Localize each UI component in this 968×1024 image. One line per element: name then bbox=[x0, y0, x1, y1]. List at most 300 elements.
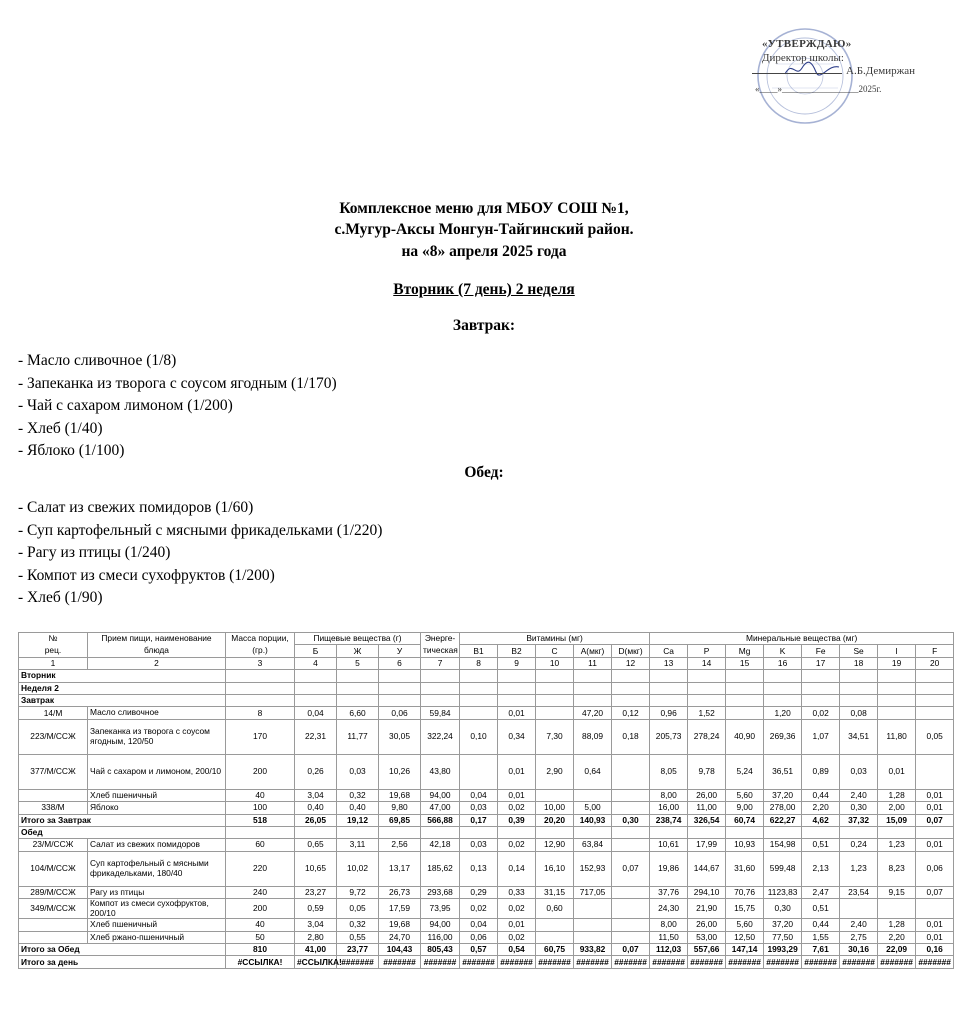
table-cell: 6,60 bbox=[337, 707, 379, 719]
total-value: 0,07 bbox=[612, 944, 650, 956]
table-cell: 0,03 bbox=[840, 754, 878, 789]
table-cell bbox=[536, 919, 574, 931]
table-cell: 0,44 bbox=[802, 789, 840, 801]
table-cell: 9,80 bbox=[379, 802, 421, 814]
total-value: 0,54 bbox=[498, 944, 536, 956]
table-cell: 717,05 bbox=[574, 886, 612, 898]
header-grams: (гр.) bbox=[226, 645, 295, 657]
table-cell: 294,10 bbox=[688, 886, 726, 898]
table-cell: 5,24 bbox=[726, 754, 764, 789]
table-cell: 0,40 bbox=[337, 802, 379, 814]
column-number: 4 bbox=[295, 657, 337, 669]
table-cell bbox=[498, 682, 536, 694]
table-cell: 1,07 bbox=[802, 719, 840, 754]
table-cell bbox=[421, 670, 460, 682]
table-cell: 0,13 bbox=[460, 851, 498, 886]
table-cell: 0,06 bbox=[460, 931, 498, 943]
header-fe: Fe bbox=[802, 645, 840, 657]
table-cell: 0,01 bbox=[916, 839, 954, 851]
header-f: F bbox=[916, 645, 954, 657]
table-cell: 70,76 bbox=[726, 886, 764, 898]
table-cell: 0,07 bbox=[916, 886, 954, 898]
table-cell: 30,05 bbox=[379, 719, 421, 754]
table-cell bbox=[421, 826, 460, 838]
table-cell: 21,90 bbox=[688, 899, 726, 919]
table-cell: 0,05 bbox=[337, 899, 379, 919]
table-cell: 23,54 bbox=[840, 886, 878, 898]
table-cell bbox=[536, 931, 574, 943]
menu-title-date: на «8» апреля 2025 года bbox=[401, 243, 567, 260]
total-value: ####### bbox=[460, 956, 498, 968]
table-cell: 0,02 bbox=[498, 899, 536, 919]
table-cell: 0,18 bbox=[612, 719, 650, 754]
table-cell: 2,80 bbox=[295, 931, 337, 943]
table-cell: 0,59 bbox=[295, 899, 337, 919]
table-cell bbox=[574, 670, 612, 682]
table-cell: 43,80 bbox=[421, 754, 460, 789]
total-value: 20,20 bbox=[536, 814, 574, 826]
table-cell: 170 bbox=[226, 719, 295, 754]
column-number: 2 bbox=[88, 657, 226, 669]
table-cell bbox=[574, 694, 612, 706]
table-cell: 59,84 bbox=[421, 707, 460, 719]
table-row bbox=[19, 899, 954, 919]
table-cell: 9,00 bbox=[726, 802, 764, 814]
table-cell: 0,30 bbox=[764, 899, 802, 919]
total-value: 37,32 bbox=[840, 814, 878, 826]
total-value: 1993,29 bbox=[764, 944, 802, 956]
table-cell: 8 bbox=[226, 707, 295, 719]
table-cell bbox=[421, 694, 460, 706]
column-number: 9 bbox=[498, 657, 536, 669]
table-cell bbox=[840, 694, 878, 706]
total-value: 26,05 bbox=[295, 814, 337, 826]
table-cell bbox=[802, 670, 840, 682]
column-number: 14 bbox=[688, 657, 726, 669]
total-value: 140,93 bbox=[574, 814, 612, 826]
column-number: 19 bbox=[878, 657, 916, 669]
total-value: ####### bbox=[764, 956, 802, 968]
total-value: ####### bbox=[421, 956, 460, 968]
table-cell: 1,23 bbox=[840, 851, 878, 886]
table-cell bbox=[878, 682, 916, 694]
table-cell: 12,50 bbox=[726, 931, 764, 943]
total-value: 933,82 bbox=[574, 944, 612, 956]
column-number: 15 bbox=[726, 657, 764, 669]
column-number: 3 bbox=[226, 657, 295, 669]
table-cell: 0,07 bbox=[612, 851, 650, 886]
table-cell bbox=[878, 694, 916, 706]
table-cell: 2,47 bbox=[802, 886, 840, 898]
table-cell: 16,10 bbox=[536, 851, 574, 886]
table-cell bbox=[536, 694, 574, 706]
table-cell: 2,56 bbox=[379, 839, 421, 851]
table-cell: 94,00 bbox=[421, 919, 460, 931]
table-cell: 0,01 bbox=[498, 707, 536, 719]
table-cell bbox=[295, 682, 337, 694]
column-number: 7 bbox=[421, 657, 460, 669]
table-cell: 2,40 bbox=[840, 789, 878, 801]
section-label: Неделя 2 bbox=[19, 682, 226, 694]
table-cell: 349/М/ССЖ bbox=[19, 899, 88, 919]
weekday-heading: Вторник (7 день) 2 неделя bbox=[393, 281, 575, 298]
table-cell: 0,01 bbox=[916, 919, 954, 931]
header-carbs: У bbox=[379, 645, 421, 657]
table-cell bbox=[421, 682, 460, 694]
table-cell: 7,30 bbox=[536, 719, 574, 754]
table-cell: 14/М bbox=[19, 707, 88, 719]
table-cell bbox=[337, 694, 379, 706]
lunch-list bbox=[18, 497, 382, 610]
table-cell: 88,09 bbox=[574, 719, 612, 754]
table-cell bbox=[574, 789, 612, 801]
approval-role: Директор школы: bbox=[762, 52, 844, 64]
table-cell: 23,27 bbox=[295, 886, 337, 898]
table-cell: 23/М/ССЖ bbox=[19, 839, 88, 851]
table-cell: 154,98 bbox=[764, 839, 802, 851]
header-b1: В1 bbox=[460, 645, 498, 657]
table-cell: 0,01 bbox=[498, 754, 536, 789]
table-cell bbox=[840, 826, 878, 838]
table-cell: 0,03 bbox=[460, 802, 498, 814]
column-number: 17 bbox=[802, 657, 840, 669]
column-number-row bbox=[19, 657, 954, 669]
total-label: Итого за Обед bbox=[19, 944, 226, 956]
total-label: Итого за Завтрак bbox=[19, 814, 226, 826]
table-cell: 9,15 bbox=[878, 886, 916, 898]
table-cell bbox=[840, 670, 878, 682]
table-cell: 0,02 bbox=[498, 802, 536, 814]
total-value: 22,09 bbox=[878, 944, 916, 956]
table-cell bbox=[226, 826, 295, 838]
header-a: А(мкг) bbox=[574, 645, 612, 657]
table-cell bbox=[878, 899, 916, 919]
table-cell: 0,64 bbox=[574, 754, 612, 789]
table-cell bbox=[612, 886, 650, 898]
table-cell: 0,51 bbox=[802, 899, 840, 919]
table-cell: 0,04 bbox=[460, 789, 498, 801]
table-cell bbox=[726, 670, 764, 682]
column-number: 10 bbox=[536, 657, 574, 669]
total-value: #ССЫЛКА! bbox=[226, 956, 295, 968]
table-cell: 0,14 bbox=[498, 851, 536, 886]
table-cell bbox=[574, 899, 612, 919]
table-cell: 5,60 bbox=[726, 789, 764, 801]
table-cell bbox=[612, 789, 650, 801]
table-header-row bbox=[19, 645, 954, 657]
header-mass: Масса порции, bbox=[226, 633, 295, 645]
column-number: 12 bbox=[612, 657, 650, 669]
table-cell bbox=[650, 682, 688, 694]
list-item: - Хлеб (1/90) bbox=[18, 589, 103, 606]
total-value: 60,75 bbox=[536, 944, 574, 956]
table-cell bbox=[536, 707, 574, 719]
total-value: 19,12 bbox=[337, 814, 379, 826]
table-cell bbox=[536, 826, 574, 838]
section-week-row bbox=[19, 682, 954, 694]
header-rec: рец. bbox=[19, 645, 88, 657]
breakfast-heading: Завтрак: bbox=[452, 317, 516, 334]
list-item: - Салат из свежих помидоров (1/60) bbox=[18, 499, 254, 516]
table-cell: 0,01 bbox=[916, 789, 954, 801]
table-cell bbox=[460, 682, 498, 694]
table-cell bbox=[226, 670, 295, 682]
table-cell: 2,00 bbox=[878, 802, 916, 814]
table-cell bbox=[726, 694, 764, 706]
table-cell: 2,13 bbox=[802, 851, 840, 886]
total-value: #ССЫЛКА! bbox=[295, 956, 337, 968]
header-energy2: тическая bbox=[421, 645, 460, 657]
table-cell bbox=[19, 919, 88, 931]
header-ca: Ca bbox=[650, 645, 688, 657]
table-cell bbox=[688, 670, 726, 682]
table-cell: 185,62 bbox=[421, 851, 460, 886]
table-cell: 2,40 bbox=[840, 919, 878, 931]
header-food-substances: Пищевые вещества (г) bbox=[295, 633, 421, 645]
table-cell: 0,01 bbox=[498, 789, 536, 801]
total-value: 4,62 bbox=[802, 814, 840, 826]
table-cell: 5,00 bbox=[574, 802, 612, 814]
table-cell bbox=[802, 826, 840, 838]
table-cell bbox=[498, 826, 536, 838]
total-value: 0,30 bbox=[612, 814, 650, 826]
table-cell: 9,72 bbox=[337, 886, 379, 898]
section-lunch-row bbox=[19, 826, 954, 838]
table-cell: 26,00 bbox=[688, 919, 726, 931]
table-cell: 10,61 bbox=[650, 839, 688, 851]
table-cell: 0,01 bbox=[916, 931, 954, 943]
total-value: 69,85 bbox=[379, 814, 421, 826]
table-cell bbox=[460, 707, 498, 719]
table-cell bbox=[612, 694, 650, 706]
table-cell: 1,28 bbox=[878, 789, 916, 801]
table-cell: 9,78 bbox=[688, 754, 726, 789]
dish-name-cell: Компот из смеси сухофруктов, 200/10 bbox=[88, 899, 226, 919]
table-cell bbox=[498, 694, 536, 706]
table-cell: 94,00 bbox=[421, 789, 460, 801]
total-value: ####### bbox=[498, 956, 536, 968]
table-cell: 599,48 bbox=[764, 851, 802, 886]
header-b2: В2 bbox=[498, 645, 536, 657]
column-number: 8 bbox=[460, 657, 498, 669]
table-cell bbox=[295, 670, 337, 682]
list-item: - Запеканка из творога с соусом ягодным (1/170) bbox=[18, 374, 337, 392]
table-cell: 0,34 bbox=[498, 719, 536, 754]
column-number: 20 bbox=[916, 657, 954, 669]
table-cell: 278,00 bbox=[764, 802, 802, 814]
table-cell: 8,23 bbox=[878, 851, 916, 886]
table-cell: 11,50 bbox=[650, 931, 688, 943]
menu-title-line2: с.Мугур-Аксы Монгун-Тайгинский район. bbox=[334, 221, 634, 238]
total-value: ####### bbox=[916, 956, 954, 968]
table-cell: 0,60 bbox=[536, 899, 574, 919]
table-cell: 0,04 bbox=[460, 919, 498, 931]
total-value: ####### bbox=[878, 956, 916, 968]
header-p: P bbox=[688, 645, 726, 657]
day-total-row bbox=[19, 956, 954, 968]
table-cell bbox=[916, 682, 954, 694]
dish-name-cell: Запеканка из творога с соусом ягодным, 120/50 bbox=[88, 719, 226, 754]
table-cell: 26,00 bbox=[688, 789, 726, 801]
table-cell: 338/М bbox=[19, 802, 88, 814]
table-cell: 50 bbox=[226, 931, 295, 943]
table-cell: 22,31 bbox=[295, 719, 337, 754]
table-cell bbox=[460, 754, 498, 789]
table-cell bbox=[650, 826, 688, 838]
dish-name-cell: Хлеб ржано-пшеничный bbox=[88, 931, 226, 943]
header-i: I bbox=[878, 645, 916, 657]
table-row bbox=[19, 851, 954, 886]
table-cell bbox=[840, 682, 878, 694]
table-cell: 1,20 bbox=[764, 707, 802, 719]
signature-line bbox=[752, 73, 842, 74]
total-value: 810 bbox=[226, 944, 295, 956]
nutrition-table bbox=[18, 632, 954, 969]
table-cell bbox=[650, 670, 688, 682]
total-value: 238,74 bbox=[650, 814, 688, 826]
table-cell: 0,89 bbox=[802, 754, 840, 789]
table-cell bbox=[612, 919, 650, 931]
table-cell: 37,76 bbox=[650, 886, 688, 898]
approval-date: «____»_________________2025г. bbox=[755, 84, 882, 94]
list-item: - Яблоко (1/100) bbox=[18, 442, 125, 459]
table-cell: 5,60 bbox=[726, 919, 764, 931]
table-cell: 0,33 bbox=[498, 886, 536, 898]
table-cell: 3,04 bbox=[295, 919, 337, 931]
table-cell bbox=[379, 694, 421, 706]
table-cell: 19,68 bbox=[379, 919, 421, 931]
table-cell bbox=[802, 682, 840, 694]
table-cell bbox=[536, 670, 574, 682]
table-cell: 3,11 bbox=[337, 839, 379, 851]
table-cell: 322,24 bbox=[421, 719, 460, 754]
header-energy: Энерге- bbox=[421, 633, 460, 645]
list-item: - Хлеб (1/40) bbox=[18, 419, 103, 437]
total-value: 7,61 bbox=[802, 944, 840, 956]
table-cell: 200 bbox=[226, 754, 295, 789]
total-value: 622,27 bbox=[764, 814, 802, 826]
table-cell bbox=[688, 826, 726, 838]
table-cell bbox=[574, 931, 612, 943]
table-cell bbox=[878, 670, 916, 682]
table-cell bbox=[916, 670, 954, 682]
table-cell bbox=[226, 694, 295, 706]
table-cell: 377/М/ССЖ bbox=[19, 754, 88, 789]
list-item: - Компот из смеси сухофруктов (1/200) bbox=[18, 566, 275, 584]
table-cell bbox=[726, 707, 764, 719]
table-cell: 0,03 bbox=[460, 839, 498, 851]
table-row bbox=[19, 886, 954, 898]
total-value: 805,43 bbox=[421, 944, 460, 956]
table-cell: 2,90 bbox=[536, 754, 574, 789]
total-value: ####### bbox=[726, 956, 764, 968]
table-cell bbox=[19, 931, 88, 943]
table-cell bbox=[802, 694, 840, 706]
table-cell: 0,55 bbox=[337, 931, 379, 943]
table-cell: 116,00 bbox=[421, 931, 460, 943]
dish-name-cell: Салат из свежих помидоров bbox=[88, 839, 226, 851]
signature-icon bbox=[782, 58, 842, 80]
table-cell: 0,51 bbox=[802, 839, 840, 851]
table-cell: 40,90 bbox=[726, 719, 764, 754]
table-cell: 0,02 bbox=[460, 899, 498, 919]
dish-name-cell: Масло сливочное bbox=[88, 707, 226, 719]
table-cell: 0,01 bbox=[878, 754, 916, 789]
total-value: 104,43 bbox=[379, 944, 421, 956]
table-cell bbox=[764, 682, 802, 694]
table-cell bbox=[688, 694, 726, 706]
table-cell bbox=[612, 754, 650, 789]
table-cell: 1,52 bbox=[688, 707, 726, 719]
total-value: 0,57 bbox=[460, 944, 498, 956]
table-cell bbox=[536, 789, 574, 801]
table-cell bbox=[536, 682, 574, 694]
total-value: 557,66 bbox=[688, 944, 726, 956]
table-cell: 40 bbox=[226, 789, 295, 801]
table-cell: 240 bbox=[226, 886, 295, 898]
table-cell: 0,01 bbox=[916, 802, 954, 814]
table-cell: 37,20 bbox=[764, 789, 802, 801]
table-cell bbox=[379, 682, 421, 694]
table-cell: 8,05 bbox=[650, 754, 688, 789]
table-cell: 0,24 bbox=[840, 839, 878, 851]
total-value: 30,16 bbox=[840, 944, 878, 956]
table-cell: 0,02 bbox=[498, 839, 536, 851]
table-cell: 1,55 bbox=[802, 931, 840, 943]
table-cell: 10,26 bbox=[379, 754, 421, 789]
table-cell: 15,75 bbox=[726, 899, 764, 919]
column-number: 18 bbox=[840, 657, 878, 669]
total-value: 0,17 bbox=[460, 814, 498, 826]
total-value: 0,07 bbox=[916, 814, 954, 826]
table-cell: 0,06 bbox=[916, 851, 954, 886]
total-value: ####### bbox=[536, 956, 574, 968]
table-cell: 16,00 bbox=[650, 802, 688, 814]
breakfast-total-row bbox=[19, 814, 954, 826]
dish-name-cell: Яблоко bbox=[88, 802, 226, 814]
table-cell bbox=[337, 826, 379, 838]
table-cell: 0,26 bbox=[295, 754, 337, 789]
table-row bbox=[19, 802, 954, 814]
table-cell: 8,00 bbox=[650, 919, 688, 931]
table-cell: 0,44 bbox=[802, 919, 840, 931]
table-cell bbox=[612, 931, 650, 943]
column-number: 16 bbox=[764, 657, 802, 669]
table-cell: 26,73 bbox=[379, 886, 421, 898]
table-cell: 24,70 bbox=[379, 931, 421, 943]
table-cell bbox=[916, 899, 954, 919]
table-cell: 0,02 bbox=[498, 931, 536, 943]
table-cell bbox=[916, 694, 954, 706]
table-cell bbox=[574, 826, 612, 838]
table-cell bbox=[688, 682, 726, 694]
list-item: - Суп картофельный с мясными фрикадельками (1/220) bbox=[18, 521, 383, 539]
table-cell: 0,12 bbox=[612, 707, 650, 719]
table-cell: 100 bbox=[226, 802, 295, 814]
table-row bbox=[19, 839, 954, 851]
total-value: ####### bbox=[688, 956, 726, 968]
total-value: ####### bbox=[574, 956, 612, 968]
total-value: 23,77 bbox=[337, 944, 379, 956]
table-cell bbox=[726, 682, 764, 694]
table-cell: 1,23 bbox=[878, 839, 916, 851]
total-value: 60,74 bbox=[726, 814, 764, 826]
breakfast-list bbox=[18, 350, 337, 463]
table-cell: 8,00 bbox=[650, 789, 688, 801]
table-cell: 36,51 bbox=[764, 754, 802, 789]
section-day-row bbox=[19, 670, 954, 682]
table-cell bbox=[226, 682, 295, 694]
